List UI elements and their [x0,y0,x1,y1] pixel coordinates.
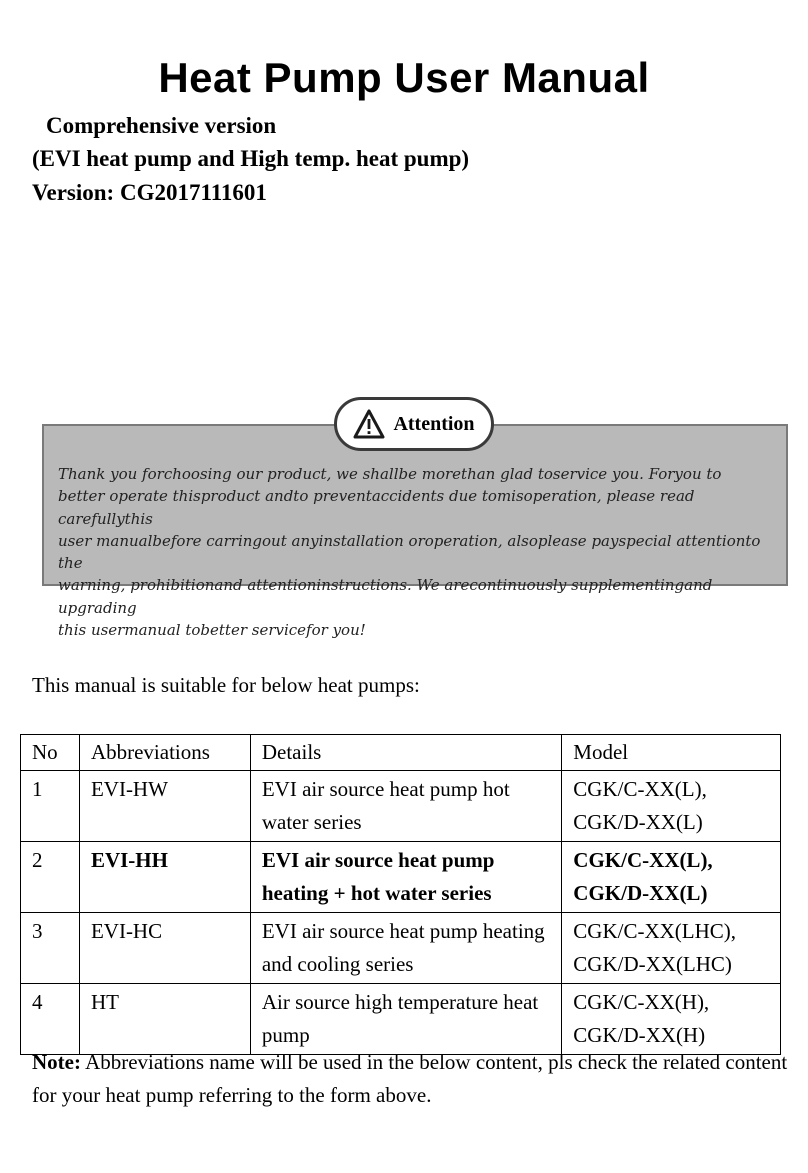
version-label: Version: CG2017111601 [32,180,267,205]
table-header-row [21,735,781,771]
cell-no: 4 [21,984,80,1055]
cell-details: EVI air source heat pump heating + hot water series [250,842,561,913]
table-row [21,913,781,984]
page-title: Heat Pump User Manual [158,54,650,101]
table-row [21,771,781,842]
subtitle-comprehensive: Comprehensive version [46,113,277,138]
note-paragraph [32,1046,792,1112]
warning-triangle-icon [353,409,385,439]
cell-abbreviation: HT [79,984,250,1055]
attention-text: Thank you forchoosing our product, we shallbe morethan glad toservice you. Foryou to better operate thisproduct andto preventaccidents due tomisoperation, please read carefullythis user manualbefore carringout anyinstallation oroperation, alsoplease payspecial attentionto the warning, prohibitionand attentioninstructions. We arecontinuously supplementingand upgrading this usermanual tobetter servicefor you! [58,465,761,640]
cell-details: EVI air source heat pump hot water series [250,771,561,842]
attention-label: Attention [393,412,475,435]
cell-no: 1 [21,771,80,842]
subtitle-heat-pump-types: (EVI heat pump and High temp. heat pump) [32,146,470,171]
cell-no: 3 [21,913,80,984]
note-text: Abbreviations name will be used in the below content, pls check the related content for your heat pump referring to the form above. [32,1050,788,1107]
cell-no: 2 [21,842,80,913]
table-row [21,842,781,913]
cell-abbreviation: EVI-HH [79,842,250,913]
intro-text: This manual is suitable for below heat pumps: [32,673,420,697]
cell-abbreviation: EVI-HW [79,771,250,842]
cell-model: CGK/C-XX(LHC), CGK/D-XX(LHC) [562,913,781,984]
cell-model: CGK/C-XX(L), CGK/D-XX(L) [562,771,781,842]
cell-model: CGK/C-XX(L), CGK/D-XX(L) [562,842,781,913]
heat-pump-models-table [20,734,781,1055]
note-label: Note: [32,1050,81,1074]
header-details: Details [250,735,561,771]
header-abbreviations: Abbreviations [79,735,250,771]
cell-model: CGK/C-XX(H), CGK/D-XX(H) [562,984,781,1055]
cell-abbreviation: EVI-HC [79,913,250,984]
cell-details: Air source high temperature heat pump [250,984,561,1055]
header-model: Model [562,735,781,771]
cell-details: EVI air source heat pump heating and cooling series [250,913,561,984]
table-row [21,984,781,1055]
attention-badge [334,397,494,451]
header-no: No [21,735,80,771]
